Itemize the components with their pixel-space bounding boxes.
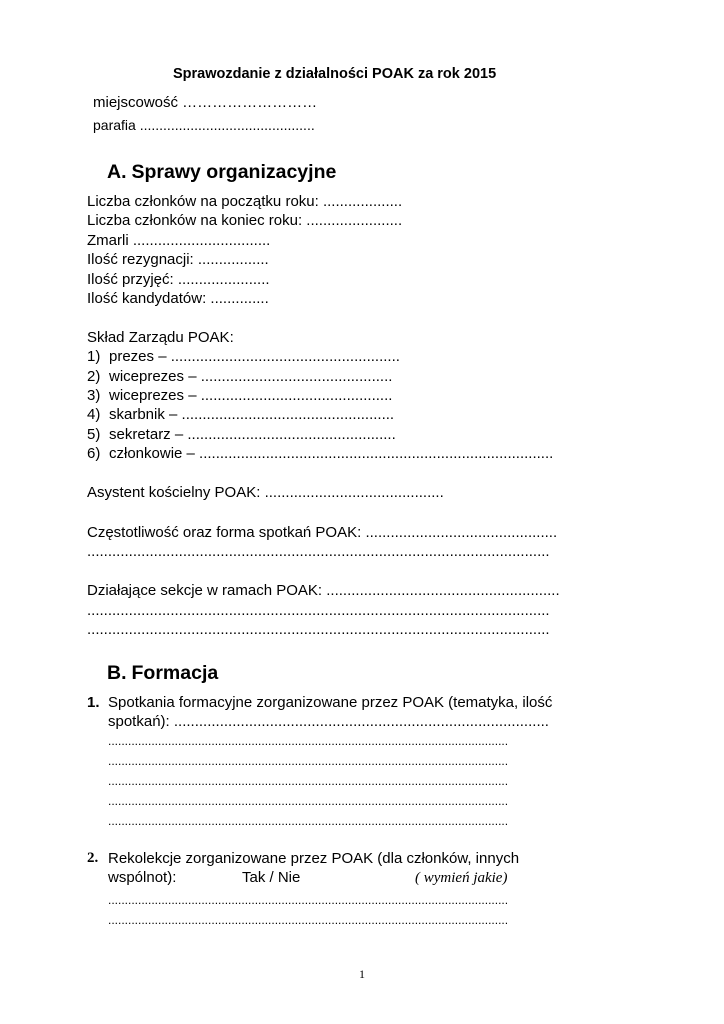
- board-item-text: wiceprezes – ..............................................: [109, 368, 393, 385]
- board-item-vice-president-1: [87, 368, 393, 385]
- assistant-field: Asystent kościelny POAK: ...........................................: [87, 484, 444, 501]
- count-members-end: Liczba członków na koniec roku: .......................: [87, 212, 403, 229]
- item1-dots: ........................................................................................................................: [108, 794, 509, 808]
- item2-choice: Tak / Nie: [242, 869, 301, 886]
- board-item-text: sekretarz – ..................................................: [109, 426, 396, 443]
- board-item-num: 6): [87, 445, 101, 462]
- sections-line: ...............................................................................................................: [87, 621, 550, 638]
- count-candidates: Ilość kandydatów: ..............: [87, 290, 269, 307]
- item1-dots: ........................................................................................................................: [108, 734, 509, 748]
- section-a-letter: A.: [107, 161, 127, 183]
- board-item-text: skarbnik – ...................................................: [109, 406, 395, 423]
- item1-dots: ........................................................................................................................: [108, 814, 509, 828]
- item2-dots: ........................................................................................................................: [108, 913, 509, 927]
- item2-line2: wspólnot):: [108, 869, 177, 886]
- section-a-title: Sprawy organizacyjne: [131, 161, 337, 183]
- board-item-num: 4): [87, 406, 101, 423]
- item1-number: 1.: [87, 694, 100, 711]
- frequency-field: Częstotliwość oraz forma spotkań POAK: ..............................................: [87, 524, 558, 541]
- section-b-letter: B.: [107, 662, 127, 684]
- count-resignations: Ilość rezygnacji: .................: [87, 251, 269, 268]
- item1-line1: Spotkania formacyjne zorganizowane przez POAK (tematyka, ilość: [108, 694, 553, 711]
- board-item-text: członkowie – .....................................................................................: [109, 445, 554, 462]
- item2-line1: Rekolekcje zorganizowane przez POAK (dla członków, innych: [108, 850, 520, 867]
- board-item-num: 5): [87, 426, 101, 443]
- miejscowosc-field: miejscowość ………………………: [93, 94, 318, 111]
- frequency-line: ...............................................................................................................: [87, 543, 550, 560]
- board-item-members: [87, 445, 554, 462]
- sections-line: ...............................................................................................................: [87, 602, 550, 619]
- board-item-vice-president-2: [87, 387, 393, 404]
- page-number: 1: [359, 967, 365, 981]
- board-item-president: [87, 348, 400, 365]
- board-item-num: 1): [87, 348, 101, 365]
- section-b-heading: [107, 662, 218, 685]
- count-deceased: Zmarli .................................: [87, 232, 271, 249]
- board-title: Skład Zarządu POAK:: [87, 329, 234, 346]
- board-item-num: 3): [87, 387, 101, 404]
- count-admissions: Ilość przyjęć: ......................: [87, 271, 270, 288]
- section-b-title: Formacja: [131, 662, 219, 684]
- board-item-num: 2): [87, 368, 101, 385]
- board-item-text: wiceprezes – ..............................................: [109, 387, 393, 404]
- sections-field: Działające sekcje w ramach POAK: ........................................................: [87, 582, 560, 599]
- board-item-treasurer: [87, 406, 395, 423]
- board-item-secretary: [87, 426, 396, 443]
- parafia-field: parafia .............................................: [93, 117, 315, 133]
- item2-dots: ........................................................................................................................: [108, 893, 509, 907]
- board-item-text: prezes – .......................................................: [109, 348, 400, 365]
- section-a-heading: [107, 161, 336, 184]
- item1-dots: ........................................................................................................................: [108, 754, 509, 768]
- item1-dots: ........................................................................................................................: [108, 774, 509, 788]
- item1-line2: spotkań): ..........................................................................................: [108, 713, 549, 730]
- count-members-start: Liczba członków na początku roku: ...................: [87, 193, 403, 210]
- document-title: Sprawozdanie z działalności POAK za rok 2015: [173, 66, 497, 82]
- item2-number: 2.: [87, 850, 99, 866]
- item2-note: ( wymień jakie): [415, 870, 508, 886]
